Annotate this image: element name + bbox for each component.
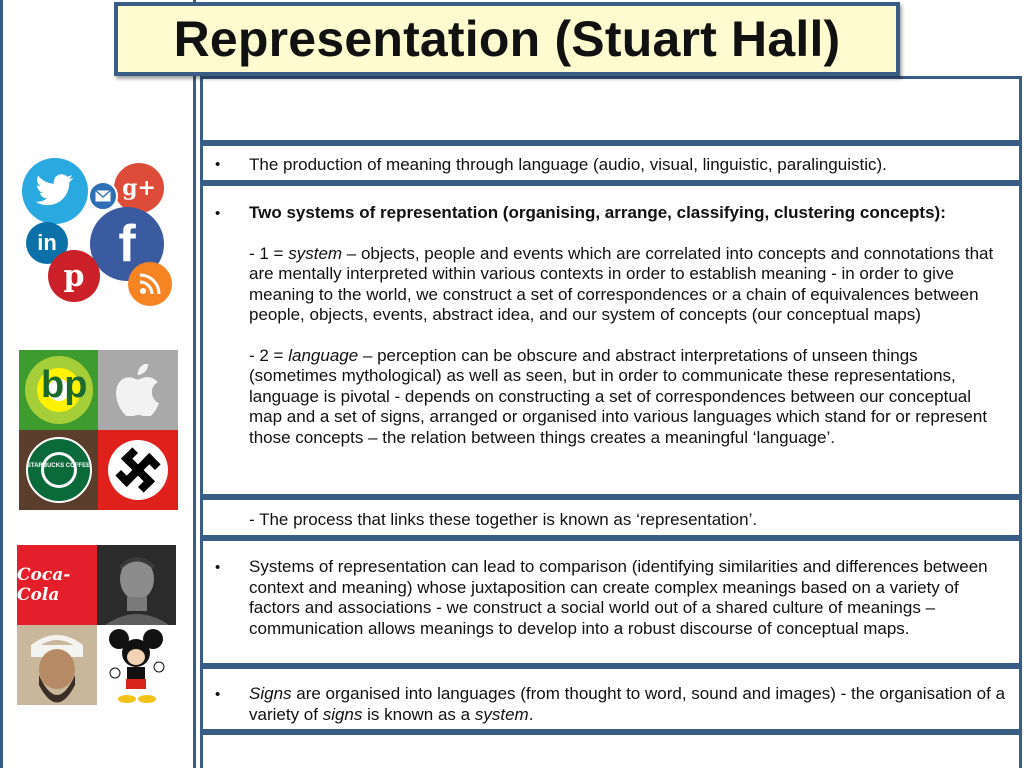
google-plus-label: g+ <box>122 175 156 201</box>
system-definition <box>249 244 1007 326</box>
language-definition <box>249 346 1007 449</box>
google-plus-icon <box>114 163 164 213</box>
bullet-box-1 <box>200 143 1022 183</box>
bullet-box-2 <box>200 183 1022 497</box>
facebook-label: f <box>118 215 136 273</box>
language-prefix: - 2 = <box>249 345 289 365</box>
linkedin-label: in <box>37 230 57 255</box>
system-term: system <box>288 243 343 263</box>
bullet-1-text: The production of meaning through language (audio, visual, linguistic, paralinguistic). <box>249 155 887 174</box>
page-title: Representation (Stuart Hall) <box>173 11 841 67</box>
bullet-box-4 <box>200 538 1022 666</box>
bullet-box-5 <box>200 666 1022 732</box>
bullet-5-part: are organised into languages (from thought to word, sound and images) - the organisation of a variety of <box>249 684 1006 724</box>
starbucks-logo-text: STARBUCKS COFFEE <box>26 463 91 469</box>
bp-logo-text: bp <box>41 364 88 406</box>
email-icon <box>88 181 118 211</box>
starbucks-logo <box>19 430 98 510</box>
cartoon-mouse-image <box>97 625 176 705</box>
bottom-blank-box <box>200 732 1022 768</box>
bullet-5-part: is known as a <box>362 704 475 724</box>
pinterest-label: p <box>63 258 85 294</box>
portrait-photo-bearded-man <box>17 625 97 705</box>
bullet-marker: • <box>215 156 221 173</box>
bullet-marker: • <box>215 205 221 222</box>
top-blank-box <box>200 76 1022 143</box>
cocacola-logo <box>17 545 97 625</box>
apple-logo <box>98 350 178 430</box>
bullet-marker: • <box>215 686 221 703</box>
bullet-5-part: . <box>528 704 534 724</box>
representation-process-text: - The process that links these together is known as ‘representation’. <box>249 510 758 529</box>
system-term: system <box>474 704 529 724</box>
cocacola-logo-text: Coca-Cola <box>17 565 71 605</box>
swastika-symbol <box>98 430 178 510</box>
language-text: – perception can be obscure and abstract interpretations of unseen things (sometimes mythological) as well as seen, but in order to communicate these representations, language is pivotal - depends on constructing a set of correspondences between our conceptual map and a set of signs, arranged or organised into various languages which stand for or represent those concepts – the relation between things creates a meaningful ‘language’. <box>249 345 988 447</box>
language-term: language <box>288 345 359 365</box>
bullet-4-text: Systems of representation can lead to comparison (identifying similarities and differences between context and meaning) whose juxtaposition can create complex meanings based on a variety of factors and associations - we construct a social world out of a shared culture of meanings – communication allows meanings to develop into a robust discourse of conceptual maps. <box>249 557 988 638</box>
bullet-marker: • <box>215 559 221 576</box>
twitter-icon <box>22 158 88 224</box>
portrait-photo-man <box>97 545 176 625</box>
bullet-2-heading: Two systems of representation (organising, arrange, classifying, clustering concepts): <box>249 203 946 222</box>
left-image-panel <box>0 0 196 768</box>
bp-logo <box>19 350 98 430</box>
bullet-box-3 <box>200 497 1022 538</box>
bullet-5-text <box>249 684 1007 725</box>
signs-term: signs <box>322 704 363 724</box>
signs-term: Signs <box>249 684 292 703</box>
bullet-2-body <box>249 203 1007 448</box>
left-edge-border <box>0 0 3 768</box>
rss-icon <box>128 262 172 306</box>
pinterest-icon <box>48 250 100 302</box>
system-prefix: - 1 = <box>249 243 289 263</box>
system-text: – objects, people and events which are correlated into concepts and connotations that are mentally interpreted within various contexts in order to establish meaning - in order to give meaning to the world, we construct a set of correspondences or a chain of equivalences between people, objects, events, abstract idea, and our system of concepts (our conceptual maps) <box>249 243 994 324</box>
title-box <box>114 2 900 76</box>
